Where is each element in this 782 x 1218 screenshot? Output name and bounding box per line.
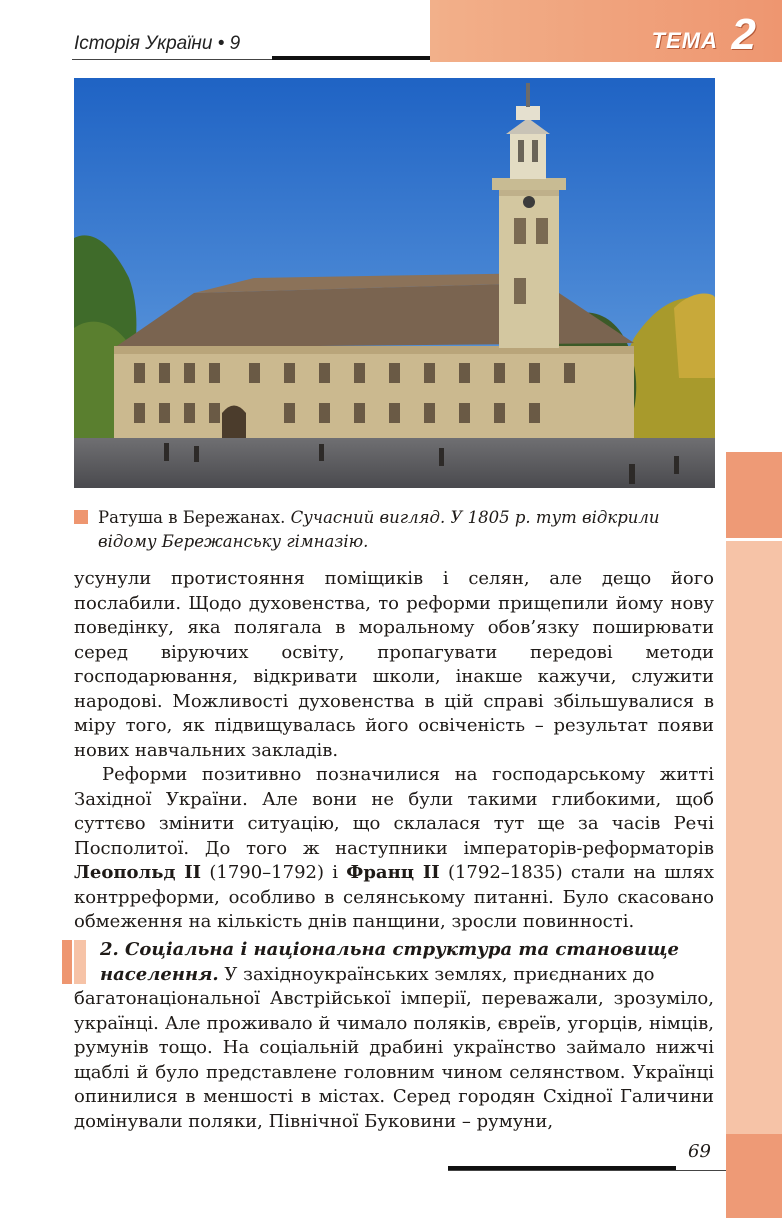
paragraph-3-text-b: багатонаціональної Австрійської імперії, переважали, зрозуміло, українці. Але проживало й чимало поляків, євреїв, угорців, німців, румунів тощо. На соціальній драбині українство займало нижчі щаблі й було представлене головним чином селянством. Українці опинилися в меншості в містах. Серед городян Східної Галичини домінували поляки, Північної Буковини – румуни, bbox=[74, 988, 714, 1132]
theme-banner bbox=[430, 0, 782, 62]
ruler-years-1: (1790–1792) і bbox=[209, 862, 339, 883]
caption-marker bbox=[74, 510, 88, 524]
side-tab-middle bbox=[726, 541, 782, 1134]
caption-text-2: відому Бережанську гімназію. bbox=[98, 532, 369, 551]
ruler-name-2: Франц ІІ bbox=[346, 862, 440, 883]
ruler-name-1: Леопольд ІІ bbox=[74, 862, 202, 883]
paragraph-3-text-a: У західноукраїнських землях, приєднаних до bbox=[224, 963, 655, 985]
header-rule-accent bbox=[272, 56, 432, 60]
paragraph-2 bbox=[74, 763, 714, 935]
section-marker-dark bbox=[62, 940, 72, 984]
footer-rule-accent bbox=[448, 1166, 676, 1170]
side-tab-upper bbox=[726, 452, 782, 538]
theme-number: 2 bbox=[731, 10, 756, 59]
caption-title: Ратуша в Бережанах. bbox=[98, 508, 286, 527]
section-heading-cont: населення. bbox=[100, 963, 219, 985]
paragraph-1: усунули протистояння поміщиків і селян, але дещо його послабили. Щодо духовенства, то реформи прищепили йому нову поведінку, яка полягала в моральному обов’язку поширювати серед віруючих освіту, пропагувати передові методи господарювання, відкривати школи, інакше кажучи, служити народові. Можливості духовенства в цій справі збільшувалися в міру того, як підвищувалась його освіченість – результат появи нових навчальних закладів. bbox=[74, 568, 714, 761]
book-title: Історія України • 9 bbox=[74, 33, 241, 54]
paragraph-3 bbox=[74, 938, 714, 1134]
paragraph-2-text-b: (1792–1835) стали на шлях контрреформи, особливо в селянському питанні. Було скасовано обмеження на кількість днів панщини, зросли повинності. bbox=[74, 862, 714, 932]
caption-text-1: Сучасний вигляд. У 1805 р. тут відкрили bbox=[290, 508, 660, 527]
side-tab-lower bbox=[726, 1134, 782, 1218]
page-number: 69 bbox=[688, 1141, 711, 1162]
town-hall-photo bbox=[74, 78, 715, 488]
theme-label: ТЕМА bbox=[651, 28, 718, 53]
figure-caption bbox=[74, 506, 714, 554]
paragraph-2-text-a: Реформи позитивно позначилися на господарському житті Західної України. Але вони не були такими глибокими, щоб суттєво змінити ситуацію, що склалася тут ще за часів Речі Посполитої. До того ж наступники імператорів-реформаторів bbox=[74, 764, 714, 859]
section-heading: 2. Соціальна і національна структура та становище bbox=[100, 939, 679, 960]
footer-rule bbox=[448, 1170, 726, 1171]
